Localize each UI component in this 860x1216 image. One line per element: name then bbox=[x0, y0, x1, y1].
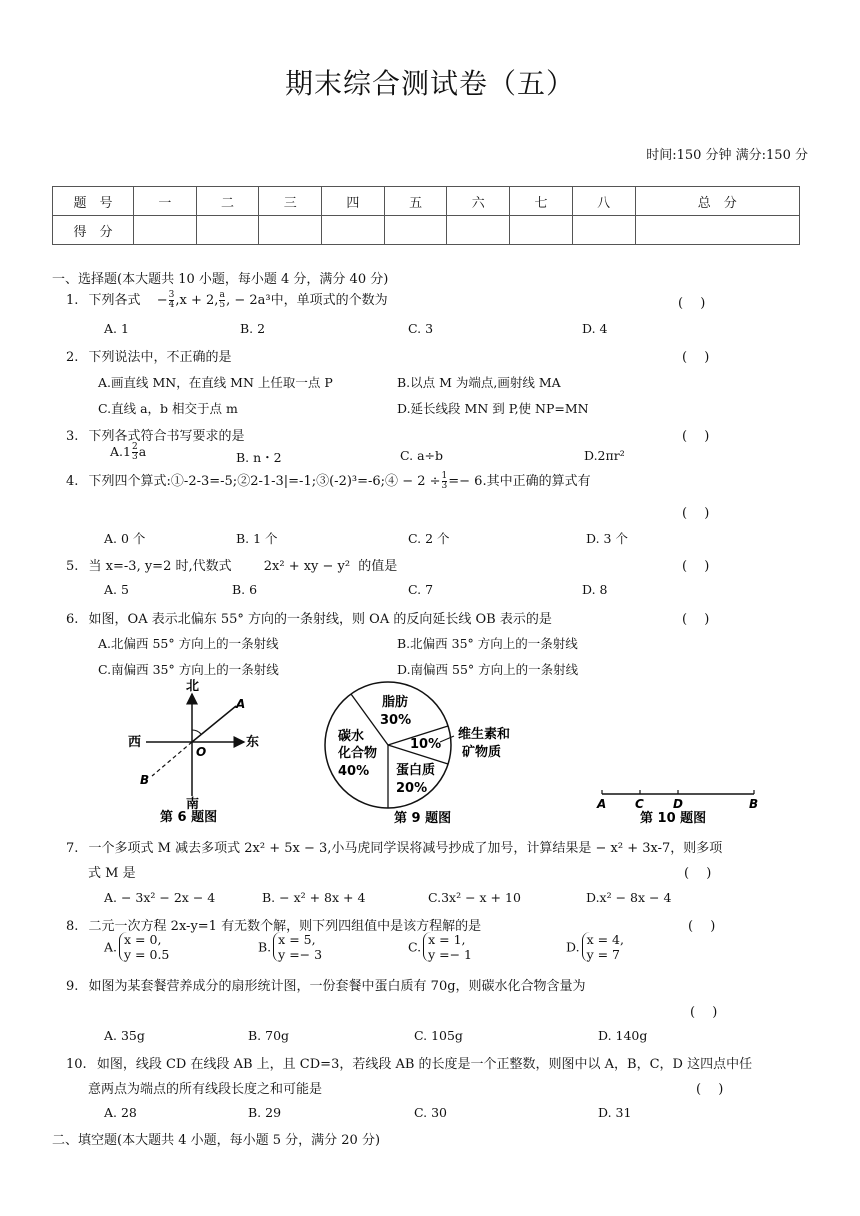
score-table-score-row bbox=[53, 216, 800, 245]
option-b[interactable]: B. 70g bbox=[248, 1028, 290, 1043]
slice-value: 10% bbox=[410, 737, 442, 752]
slice-label: 脂肪 bbox=[382, 695, 409, 710]
south-label: 南 bbox=[186, 797, 200, 812]
option-a[interactable]: A. x = 0, y = 0.5 bbox=[104, 932, 170, 962]
figure-9-pie-chart bbox=[322, 680, 537, 828]
table-cell: 二 bbox=[196, 187, 259, 216]
option-b[interactable]: B. 1 个 bbox=[236, 531, 278, 546]
question-number: 7. bbox=[66, 841, 79, 856]
question-text: 一个多项式 M 减去多项式 2x² + 5x − 3,小马虎同学误将减号抄成了加号，计算结果是 − x² + 3x-7，则多项 bbox=[88, 841, 723, 856]
question-text: 如图，线段 CD 在线段 AB 上，且 CD=3，若线段 AB 的长度是一个正整数，则图中以 A，B，C，D 这四点中任 bbox=[96, 1057, 753, 1072]
option-d[interactable]: D. 31 bbox=[598, 1105, 632, 1120]
score-input-cell[interactable] bbox=[196, 216, 259, 245]
option-c[interactable]: C.南偏西 35° 方向上的一条射线 bbox=[98, 662, 279, 677]
question-number: 5. bbox=[66, 559, 79, 574]
option-b[interactable]: B. − x² + 8x + 4 bbox=[262, 890, 366, 905]
option-a[interactable]: A. 5 bbox=[104, 582, 129, 597]
option-a[interactable]: A.1 $\frac{2}{3}$ a bbox=[110, 442, 147, 462]
table-cell: 得 分 bbox=[53, 216, 134, 245]
question-text: 意两点为端点的所有线段长度之和可能是 bbox=[88, 1082, 323, 1097]
score-input-cell[interactable] bbox=[134, 216, 197, 245]
question-text: =− 6.其中正确的算式有 bbox=[448, 474, 591, 489]
question-number: 8. bbox=[66, 919, 79, 934]
point-a-label: A bbox=[597, 797, 607, 811]
leader-line bbox=[440, 736, 454, 742]
option-c[interactable]: C. 30 bbox=[414, 1105, 447, 1120]
score-input-cell[interactable] bbox=[322, 216, 385, 245]
math-expression: 2x² + xy − y² bbox=[263, 559, 351, 574]
option-a[interactable]: A.画直线 MN，在直线 MN 上任取一点 P bbox=[98, 375, 333, 390]
figure-caption: 第 10 题图 bbox=[640, 811, 707, 826]
question-text: 式 M 是 bbox=[88, 866, 136, 881]
answer-paren[interactable]: ( ) bbox=[682, 559, 710, 574]
question-3 bbox=[66, 425, 245, 444]
option-d[interactable]: D. 140g bbox=[598, 1028, 648, 1043]
ray-oa bbox=[192, 706, 236, 742]
slice-label: 蛋白质 bbox=[396, 763, 436, 778]
question-text: 当 x=-3, y=2 时,代数式 bbox=[88, 559, 232, 574]
option-b[interactable]: B.北偏西 35° 方向上的一条射线 bbox=[397, 636, 578, 651]
option-d[interactable]: D.x² − 8x − 4 bbox=[586, 890, 672, 905]
score-input-cell[interactable] bbox=[384, 216, 447, 245]
angle-arc bbox=[192, 730, 201, 734]
score-table-header-row bbox=[53, 187, 800, 216]
point-b-label: B bbox=[749, 797, 759, 811]
question-text: 下列说法中，不正确的是 bbox=[88, 350, 232, 365]
option-d[interactable]: D.南偏西 55° 方向上的一条射线 bbox=[397, 662, 579, 677]
score-input-cell[interactable] bbox=[510, 216, 573, 245]
slice-value: 20% bbox=[396, 781, 428, 796]
section-heading: 二、填空题(本大题共 4 小题，每小题 5 分，满分 20 分) bbox=[52, 1133, 381, 1148]
east-label: 东 bbox=[246, 735, 260, 750]
point-a-label: A bbox=[236, 697, 246, 711]
question-1 bbox=[66, 289, 388, 310]
table-cell: 总 分 bbox=[635, 187, 800, 216]
option-b[interactable]: B. 6 bbox=[232, 582, 258, 597]
fraction: $\frac{1}{3}$ bbox=[441, 471, 448, 491]
slice-value: 40% bbox=[338, 764, 370, 779]
question-text: 下列各式 bbox=[88, 293, 141, 308]
option-c[interactable]: C. 2 个 bbox=[408, 531, 450, 546]
option-a[interactable]: A. 28 bbox=[104, 1105, 137, 1120]
question-number: 2. bbox=[66, 350, 79, 365]
question-text: 如图，OA 表示北偏东 55° 方向的一条射线，则 OA 的反向延长线 OB 表示的是 bbox=[88, 612, 552, 627]
ray-ob bbox=[152, 742, 192, 776]
table-cell: 六 bbox=[447, 187, 510, 216]
option-a[interactable]: A.北偏西 55° 方向上的一条射线 bbox=[98, 636, 279, 651]
option-d[interactable]: D. 4 bbox=[582, 321, 608, 336]
question-number: 3. bbox=[66, 429, 79, 444]
figure-6-compass bbox=[120, 676, 270, 826]
option-a[interactable]: A. − 3x² − 2x − 4 bbox=[104, 890, 216, 905]
fraction: $\frac{3}{4}$ bbox=[168, 290, 175, 310]
answer-paren[interactable]: ( ) bbox=[696, 1082, 724, 1097]
option-b[interactable]: B. 29 bbox=[248, 1105, 282, 1120]
page-title: 期末综合测试卷（五） bbox=[284, 67, 575, 100]
option-d[interactable]: D. x = 4, y = 7 bbox=[566, 932, 624, 962]
answer-paren[interactable]: ( ) bbox=[682, 429, 710, 444]
answer-paren[interactable]: ( ) bbox=[678, 296, 706, 311]
option-c[interactable]: C. 7 bbox=[408, 582, 434, 597]
option-c[interactable]: C. 3 bbox=[408, 321, 434, 336]
table-cell: 三 bbox=[259, 187, 322, 216]
question-7 bbox=[66, 837, 722, 856]
point-d-label: D bbox=[673, 797, 683, 811]
question-5 bbox=[66, 555, 397, 574]
option-a[interactable]: A. 0 个 bbox=[104, 531, 146, 546]
table-cell: 一 bbox=[134, 187, 197, 216]
table-cell: 八 bbox=[572, 187, 635, 216]
question-text: , − 2a³中，单项式的个数为 bbox=[226, 293, 388, 308]
option-b[interactable]: B. n・2 bbox=[236, 450, 282, 465]
point-c-label: C bbox=[635, 797, 644, 811]
score-table bbox=[52, 186, 800, 245]
score-input-cell[interactable] bbox=[635, 216, 800, 245]
question-2 bbox=[66, 346, 232, 365]
option-c[interactable]: C. 105g bbox=[414, 1028, 463, 1043]
option-c[interactable]: C.直线 a，b 相交于点 m bbox=[98, 401, 238, 416]
option-a[interactable]: A. 1 bbox=[104, 321, 129, 336]
slice-label: 矿物质 bbox=[462, 745, 502, 760]
option-c[interactable]: C. a÷b bbox=[400, 448, 443, 463]
figure-caption: 第 9 题图 bbox=[394, 811, 452, 826]
question-10 bbox=[66, 1053, 752, 1072]
option-d[interactable]: D. 8 bbox=[582, 582, 608, 597]
question-text: 如图为某套餐营养成分的扇形统计图，一份套餐中蛋白质有 70g，则碳水化合物含量为 bbox=[88, 979, 586, 994]
answer-paren[interactable]: ( ) bbox=[682, 612, 710, 627]
answer-paren[interactable]: ( ) bbox=[682, 506, 710, 521]
math-text: ,x + 2, bbox=[175, 293, 219, 308]
question-text: 下列四个算式:①-2-3=-5;②2-1-3|=-1;③(-2)³=-6;④ − 2 ÷ bbox=[88, 474, 441, 489]
question-text: 下列各式符合书写要求的是 bbox=[88, 429, 245, 444]
option-d[interactable]: D.延长线段 MN 到 P,使 NP=MN bbox=[397, 401, 589, 416]
question-number: 10. bbox=[66, 1057, 87, 1072]
slice-label: 化合物 bbox=[338, 746, 378, 761]
question-number: 4. bbox=[66, 474, 79, 489]
answer-paren[interactable]: ( ) bbox=[684, 866, 712, 881]
answer-paren[interactable]: ( ) bbox=[688, 919, 716, 934]
option-b[interactable]: B. 2 bbox=[240, 321, 266, 336]
math-text: − bbox=[156, 293, 168, 308]
option-d[interactable]: D.2πr² bbox=[584, 448, 625, 463]
question-number: 6. bbox=[66, 612, 79, 627]
slice-label: 维生素和 bbox=[458, 727, 511, 742]
time-info: 时间:150 分钟 满分:150 分 bbox=[646, 148, 808, 163]
table-cell: 四 bbox=[322, 187, 385, 216]
question-text: 的值是 bbox=[358, 559, 398, 574]
question-4 bbox=[66, 470, 591, 491]
question-number: 1. bbox=[66, 293, 79, 308]
score-input-cell[interactable] bbox=[447, 216, 510, 245]
table-cell: 七 bbox=[510, 187, 573, 216]
score-input-cell[interactable] bbox=[259, 216, 322, 245]
option-a[interactable]: A. 35g bbox=[104, 1028, 145, 1043]
point-o-label: O bbox=[196, 745, 207, 759]
question-number: 9. bbox=[66, 979, 79, 994]
figure-10-segment bbox=[590, 782, 770, 828]
section-heading: 一、选择题(本大题共 10 小题，每小题 4 分，满分 40 分) bbox=[52, 272, 389, 287]
answer-paren[interactable]: ( ) bbox=[690, 1005, 718, 1020]
slice-label: 碳水 bbox=[338, 729, 365, 744]
question-9 bbox=[66, 975, 586, 994]
question-text: 二元一次方程 2x-y=1 有无数个解，则下列四组值中是该方程解的是 bbox=[88, 919, 482, 934]
fraction: $\frac{a}{5}$ bbox=[219, 290, 226, 310]
figure-caption: 第 6 题图 bbox=[160, 810, 218, 825]
west-label: 西 bbox=[128, 735, 142, 750]
option-b[interactable]: B. x = 5, y =− 3 bbox=[258, 932, 323, 962]
table-cell: 五 bbox=[384, 187, 447, 216]
option-c[interactable]: C. x = 1, y =− 1 bbox=[408, 932, 473, 962]
option-b[interactable]: B.以点 M 为端点,画射线 MA bbox=[397, 375, 561, 390]
north-label: 北 bbox=[186, 679, 200, 694]
slice-value: 30% bbox=[380, 713, 412, 728]
score-input-cell[interactable] bbox=[572, 216, 635, 245]
option-c[interactable]: C.3x² − x + 10 bbox=[428, 890, 521, 905]
table-cell: 题 号 bbox=[53, 187, 134, 216]
option-d[interactable]: D. 3 个 bbox=[586, 531, 628, 546]
question-6 bbox=[66, 608, 552, 627]
answer-paren[interactable]: ( ) bbox=[682, 350, 710, 365]
point-b-label: B bbox=[140, 773, 150, 787]
